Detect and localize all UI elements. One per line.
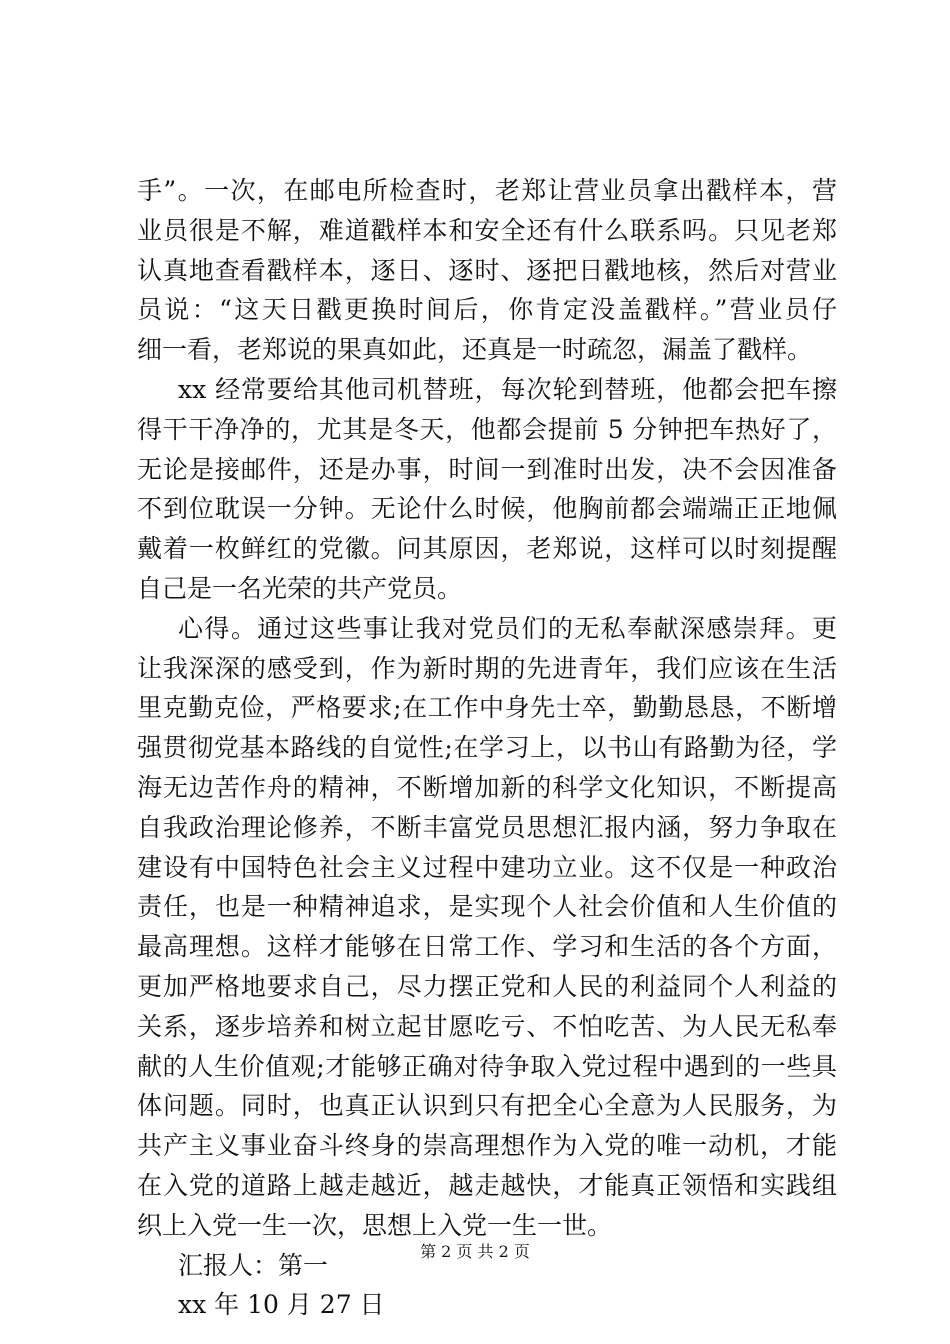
text-line: 海无边苦作舟的精神，不断增加新的科学文化知识，不断提高 (137, 772, 837, 802)
text-line: 无论是接邮件，还是办事，时间一到准时出发，决不会因准备 (137, 454, 837, 484)
text-line: 在入党的道路上越走越近，越走越快，才能真正领悟和实践组 (137, 1170, 837, 1200)
text-line: 不到位耽误一分钟。无论什么时候，他胸前都会端端正正地佩 (137, 494, 837, 524)
text-line: 织上入党一生一次，思想上入党一生一世。 (137, 1210, 613, 1240)
text-line: 细一看，老郑说的果真如此，还真是一时疏忽，漏盖了戳样。 (137, 335, 813, 365)
text-line: 业员很是不解，难道戳样本和安全还有什么联系吗。只见老郑 (137, 215, 837, 245)
text-line: 心得。通过这些事让我对党员们的无私奉献深感崇拜。更 (178, 613, 837, 643)
text-line: 让我深深的感受到，作为新时期的先进青年，我们应该在生活 (137, 653, 837, 683)
page-number: 第 2 页 共 2 页 (420, 1242, 530, 1261)
date-line: xx 年 10 月 27 日 (178, 1290, 385, 1320)
text-line: 认真地查看戳样本，逐日、逐时、逐把日戳地核，然后对营业 (137, 255, 837, 285)
reporter-line: 汇报人：第一 (178, 1250, 329, 1280)
text-line: 自己是一名光荣的共产党员。 (137, 573, 463, 603)
text-line: 关系，逐步培养和树立起甘愿吃亏、不怕吃苦、为人民无私奉 (137, 1011, 837, 1041)
text-line: 体问题。同时，也真正认识到只有把全心全意为人民服务，为 (137, 1091, 837, 1121)
text-line: 建设有中国特色社会主义过程中建功立业。这不仅是一种政治 (137, 852, 837, 882)
text-line: 更加严格地要求自己，尽力摆正党和人民的利益同个人利益的 (137, 971, 837, 1001)
text-line: 得干干净净的，尤其是冬天，他都会提前 5 分钟把车热好了， (137, 414, 837, 444)
text-line: 里克勤克俭，严格要求;在工作中身先士卒，勤勤恳恳，不断增 (137, 693, 837, 723)
text-line: 献的人生价值观;才能够正确对待争取入党过程中遇到的一些具 (137, 1051, 837, 1081)
text-line: 最高理想。这样才能够在日常工作、学习和生活的各个方面， (137, 932, 837, 962)
text-line: xx 经常要给其他司机替班，每次轮到替班，他都会把车擦 (178, 374, 837, 404)
text-line: 手”。一次，在邮电所检查时，老郑让营业员拿出戳样本，营 (137, 176, 837, 205)
page-footer (0, 1242, 950, 1262)
document-body (137, 171, 837, 1325)
text-line: 戴着一枚鲜红的党徽。问其原因，老郑说，这样可以时刻提醒 (137, 534, 837, 564)
text-line: 责任，也是一种精神追求，是实现个人社会价值和人生价值的 (137, 892, 837, 922)
text-line: 共产主义事业奋斗终身的崇高理想作为入党的唯一动机，才能 (137, 1131, 837, 1161)
text-line: 自我政治理论修养，不断丰富党员思想汇报内涵，努力争取在 (137, 812, 837, 842)
text-line: 强贯彻党基本路线的自觉性;在学习上，以书山有路勤为径，学 (137, 733, 837, 763)
text-line: 员说：“这天日戳更换时间后，你肯定没盖戳样。”营业员仔 (137, 295, 837, 325)
